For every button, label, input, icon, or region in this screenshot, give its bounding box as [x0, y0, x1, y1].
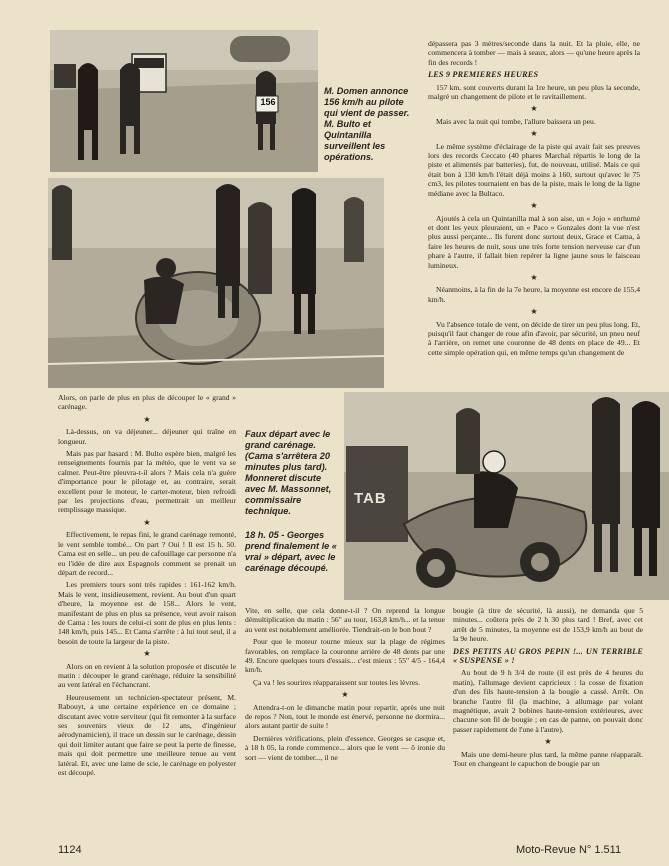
paragraph: Là-dessus, on va déjeuner... déjeuner qui traîne en longueur. [58, 427, 236, 446]
paragraph: Au bout de 9 h 3/4 de route (il est près de 4 heures du matin), l'allumage devient capricieux : la cosse de fixation d'un des fils haute-tension à la bougie a cassé. Arrêt. On branche l'autre fil (la machine, à allumage par volant magnétique, avait 2 bobines haute-tension extérieures, avec chacune son fil de bougie ; en cas de panne, on pouvait donc passer rapidement de l'une à l'autre). [453, 668, 643, 734]
paragraph: Vu l'absence totale de vent, on décide de tirer un peu plus long. Et, puisqu'il faut changer de roue afin d'avoir, par sécurité, un pneu neuf à l'arrière, on remet une couronne de 48 dents en place de 49... Et cette simple opération qui, en même temps qu'un changement de [428, 319, 640, 357]
paragraph: Néanmoins, à la fin de la 7e heure, la moyenne est encore de 155,4 km/h. [428, 285, 640, 304]
separator-star-icon: ★ [143, 517, 151, 527]
magazine-issue: Moto-Revue N° 1.511 [516, 844, 622, 856]
caption-lower: 18 h. 05 - Georges prend finalement le « vrai » départ, avec le carénage découpé. [245, 530, 337, 573]
paragraph: Mais pas par hasard : M. Bulto espère bien, malgré les renseignements fournis par la météo, que le vent va se calmer. Peut-être pleuvra-t-il alors ? Mais cela n'a guère d'importance pour le pilotage et, au contraire, serait excellent pour le moteur, le carter-moteur, bien refroidi par les projections d'eau, permettrait un meilleur remplissage massique. [58, 449, 236, 515]
paragraph: Mais avec la nuit qui tombe, l'allure baissera un peu. [436, 116, 596, 126]
paragraph: Vite, en selle, que cela donne-t-il ? On reprend la longue démultiplication du matin : 56" au tour, 163,8 km/h... et la tenue au vent est notablement améliorée. Tiendrait-on le bon bout ? [245, 606, 445, 634]
separator-star-icon: ★ [530, 307, 538, 317]
photo-false-start [48, 178, 384, 388]
paragraph: Effectivement, le repas fini, le grand carénage remonté, le vent semble tombé... On part ? Oui ! Il est 15 h. 50. Cama est en selle... un peu de cafouillage car personne n'a eu l'idée de dire aux Espagnols comment se prenait un départ de record... [58, 530, 236, 577]
paragraph: bougie (à titre de sécurité, là aussi), ne demanda que 5 minutes... coûtera près de 2 h 30 plus tard ! Bref, avec cet arrêt de 5 minutes, la moyenne est de 153,9 km/h au bout de la 9e heure. [453, 606, 643, 644]
separator-star-icon: ★ [143, 649, 151, 659]
separator-star-icon: ★ [530, 129, 538, 139]
paragraph: Alors, on parle de plus en plus de découper le « grand » carénage. [58, 393, 236, 412]
paragraph: Alors on en revient à la solution proposée et discutée le matin : découper le grand carénage, réduire la sensibilité au vent latéral en l'échancrant. [58, 661, 236, 690]
separator-star-icon: ★ [143, 414, 151, 424]
separator-star-icon: ★ [530, 201, 538, 211]
paragraph: dépassera pas 3 mètres/seconde dans la nuit. Et la pluie, elle, ne commencera à tomber — mais à seaux, alors — qu'une heure après la fin des records ! [428, 39, 640, 67]
paragraph: Ça va ! les sourires réapparaissent sur toutes les lèvres. [253, 677, 421, 687]
paragraph: Attendra-t-on le dimanche matin pour repartir, après une nuit de repos ? Non, tout le monde est énervé, personne ne dormira... alors autant partir de suite ! [245, 702, 445, 731]
column-left-middle [58, 393, 236, 793]
paragraph: Mais une demi-heure plus tard, la même panne réapparaît. Tout en changeant le capuchon de bougie par un [453, 749, 643, 769]
paragraph: Dernières vérifications, plein d'essence. Georges se casque et, à 18 h 05, la ronde commence... alors que le vent — ô ironie du sort — vient de tomber..., il ne [245, 733, 445, 762]
paragraph: 157 km. sont couverts durant la 1re heure, un peu plus la seconde, malgré un changement de pilote et le ravitaillement. [428, 82, 640, 102]
paragraph: Ajoutés à cela un Quintanilla mal à son aise, un « Jojo » enrhumé et dont les yeux pleuraient, un « Paco » Gonzales dont la vue n'est plus aussi perçante... Ils furent donc surtout deux, Grace et Cama, à faire les heures de nuit, sous une très forte tension nerveuse car d'un phare à l'autre, il fallait bien repérer la ligne jaune sous le faisceau lumineux. [428, 213, 640, 270]
photo-timing-board [50, 30, 318, 172]
separator-star-icon: ★ [530, 272, 538, 282]
paragraph: Pour que le moteur tourne mieux sur la plage de régimes favorables, on remplace la couronne arrière de 48 dents par une 49. Encore quelques tours d'essais... c'est mieux : 55" 4/5 - 164,4 km/h. [245, 637, 445, 675]
column-right-bottom [453, 606, 643, 831]
paragraph: Le même système d'éclairage de la piste qui avait fait ses preuves lors des records Ceccato (40 phares Marchal répartis le long de la piste et alimentés par batteries), fut, de nouveau, utilisé. Mais ce qui était bon à 130 km/h l'était déjà moins à 160, surtout qu'avec le 75 cm3, les pilotes tournaient en bas de la piste, mais le long de la ligne médiane avec la Bultaco. [428, 141, 640, 198]
photo-real-start [344, 392, 669, 600]
paragraph: Heureusement un technicien-spectateur présent, M. Rabouyt, a une certaine expérience en ce domaine ; discutant avec votre serviteur (qui fit remonter à la surface ses souvenirs vieux de 12 ans, d'ingénieur aérodynamicien), il trace un dessin sur le carénage, dessin qui doit limiter autant que faire se peut la perte de finesse, mais qui doit permettre une meilleure tenue au vent latéral. Et, avec une lame de scie, le carénage en polyester est découpé. [58, 692, 236, 778]
section-heading: DES PETITS AU GROS PEPIN !... UN TERRIBLE « SUSPENSE » ! [453, 646, 643, 666]
section-heading: LES 9 PREMIERES HEURES [428, 70, 539, 80]
separator-star-icon: ★ [341, 690, 349, 700]
caption-middle: Faux départ avec le grand carénage. (Cama s'arrêtera 20 minutes plus tard). Monneret discute avec M. Massonnet, commissaire technique. [245, 429, 332, 516]
boot-sign-label: TAB [354, 490, 387, 507]
column-right-top [428, 39, 640, 391]
column-middle-bottom [245, 606, 445, 831]
page-number: 1124 [58, 844, 82, 856]
paragraph: Les premiers tours sont très rapides : 161-162 km/h. Mais le vent, insidieusement, revient. Au bout d'un quart d'heure, la moyenne est de 158... Alors le vent, manifestant de plus en plus sa présence, veut avoir raison de Cama : les tours de celui-ci sont de plus en plus lents : 148 km/h, puis 145... Et Cama s'arrête : à lui tout seul, il a besoin de toute la largeur de la piste. [58, 580, 236, 646]
timing-board-label: 156 [260, 97, 276, 107]
separator-star-icon: ★ [544, 737, 552, 747]
separator-star-icon: ★ [530, 104, 538, 114]
caption-top: M. Domen annonce 156 km/h au pilote qui vient de passer. M. Bulto et Quintanilla surveillent les opérations. [324, 86, 410, 162]
